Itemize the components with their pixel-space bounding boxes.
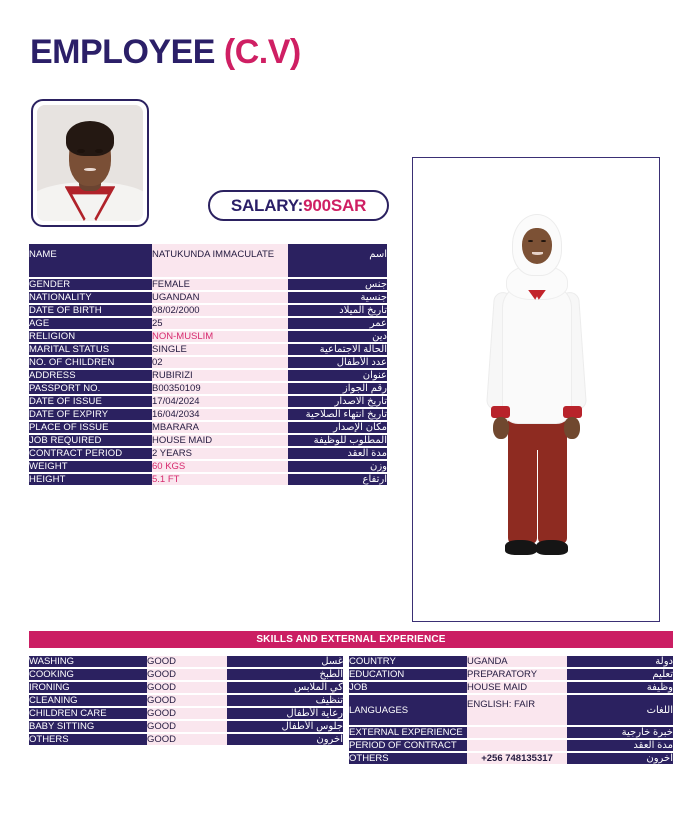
table-row xyxy=(29,344,387,355)
page-title-accent: (C.V) xyxy=(223,33,301,71)
info-label: JOB REQUIRED xyxy=(29,435,152,446)
info-label: RELIGION xyxy=(29,331,152,342)
info-value: 08/02/2000 xyxy=(152,305,288,316)
info-label: MARITAL STATUS xyxy=(29,344,152,355)
skill-rating: GOOD xyxy=(147,669,227,680)
info-value: SINGLE xyxy=(152,344,288,355)
info-label-arabic: مكان الإصدار xyxy=(288,422,387,433)
body-leg-right xyxy=(538,414,567,544)
ext-label: EXTERNAL EXPERIENCE xyxy=(349,727,467,738)
table-row xyxy=(29,695,343,706)
table-row xyxy=(29,734,343,745)
skill-label-arabic: آخرون xyxy=(227,734,343,745)
ext-value: ENGLISH: FAIR xyxy=(467,695,567,725)
info-label: PASSPORT NO. xyxy=(29,383,152,394)
info-label: DATE OF ISSUE xyxy=(29,396,152,407)
info-label-arabic: اسم xyxy=(288,244,387,277)
full-body-photo xyxy=(412,157,660,622)
info-label: ADDRESS xyxy=(29,370,152,381)
skill-rating: GOOD xyxy=(147,708,227,719)
table-row xyxy=(29,357,387,368)
ext-value: PREPARATORY xyxy=(467,669,567,680)
table-row xyxy=(29,279,387,290)
table-row xyxy=(29,448,387,459)
table-row xyxy=(29,331,387,342)
skill-label-arabic: كي الملابس xyxy=(227,682,343,693)
info-value: 25 xyxy=(152,318,288,329)
page-title-main: EMPLOYEE xyxy=(30,33,224,71)
body-eye-left xyxy=(528,240,533,242)
salary-label: SALARY: xyxy=(230,195,304,215)
skill-label-arabic: رعاية الأطفال xyxy=(227,708,343,719)
skill-label: CHILDREN CARE xyxy=(29,708,147,719)
info-label-arabic: مدة العقد xyxy=(288,448,387,459)
photo-mouth xyxy=(84,168,97,171)
ext-label-arabic: آخرون xyxy=(567,753,673,764)
table-row xyxy=(29,244,387,277)
ext-value xyxy=(467,740,567,751)
body-hand-left xyxy=(493,417,509,439)
skill-label-arabic: غسل xyxy=(227,656,343,667)
info-label-arabic: الحالة الاجتماعية xyxy=(288,344,387,355)
table-row xyxy=(29,656,343,667)
table-row xyxy=(29,292,387,303)
info-label-arabic: دين xyxy=(288,331,387,342)
info-label-arabic: تاريخ انتهاء الصلاحية xyxy=(288,409,387,420)
info-label-arabic: عمر xyxy=(288,318,387,329)
skill-rating: GOOD xyxy=(147,695,227,706)
body-shoe-left xyxy=(505,540,537,555)
table-row xyxy=(349,740,673,751)
ext-label-arabic: تعليم xyxy=(567,669,673,680)
skill-label: WASHING xyxy=(29,656,147,667)
ext-label: COUNTRY xyxy=(349,656,467,667)
skill-label: COOKING xyxy=(29,669,147,680)
ext-label-arabic: اللغات xyxy=(567,695,673,725)
table-row xyxy=(29,318,387,329)
info-value: FEMALE xyxy=(152,279,288,290)
ext-label: EDUCATION xyxy=(349,669,467,680)
passport-photo-image xyxy=(37,105,143,221)
info-label: HEIGHT xyxy=(29,474,152,485)
table-row xyxy=(29,669,343,680)
table-row xyxy=(29,422,387,433)
body-tunic xyxy=(502,284,572,424)
info-value: 60 KGS xyxy=(152,461,288,472)
info-label: AGE xyxy=(29,318,152,329)
skill-label: BABY SITTING xyxy=(29,721,147,732)
info-value: NATUKUNDA IMMACULATE xyxy=(152,244,288,277)
ext-label: JOB xyxy=(349,682,467,693)
page-title xyxy=(30,33,301,72)
table-row xyxy=(29,721,343,732)
info-label-arabic: تاريخ الاصدار xyxy=(288,396,387,407)
skill-rating: GOOD xyxy=(147,656,227,667)
table-row xyxy=(29,305,387,316)
info-label: NO. OF CHILDREN xyxy=(29,357,152,368)
ext-label: LANGUAGES xyxy=(349,695,467,725)
info-value: RUBIRIZI xyxy=(152,370,288,381)
ext-label: OTHERS xyxy=(349,753,467,764)
skill-label: CLEANING xyxy=(29,695,147,706)
skill-label: IRONING xyxy=(29,682,147,693)
table-row xyxy=(29,474,387,485)
info-value: B00350109 xyxy=(152,383,288,394)
salary-badge xyxy=(208,190,389,221)
ext-label: PERIOD OF CONTRACT xyxy=(349,740,467,751)
skill-rating: GOOD xyxy=(147,734,227,745)
info-label-arabic: عنوان xyxy=(288,370,387,381)
table-row xyxy=(29,435,387,446)
info-label: DATE OF BIRTH xyxy=(29,305,152,316)
info-label: NATIONALITY xyxy=(29,292,152,303)
info-label-arabic: جنس xyxy=(288,279,387,290)
table-row xyxy=(349,695,673,725)
info-value: 16/04/2034 xyxy=(152,409,288,420)
info-label: DATE OF EXPIRY xyxy=(29,409,152,420)
ext-value: UGANDA xyxy=(467,656,567,667)
skills-table xyxy=(29,654,343,747)
skill-label-arabic: جلوس الأطفال xyxy=(227,721,343,732)
table-row xyxy=(29,708,343,719)
info-value: 2 YEARS xyxy=(152,448,288,459)
table-row xyxy=(29,409,387,420)
photo-eye-right xyxy=(95,149,102,153)
table-row xyxy=(349,656,673,667)
skill-label-arabic: تنظيف xyxy=(227,695,343,706)
info-label: CONTRACT PERIOD xyxy=(29,448,152,459)
info-label: PLACE OF ISSUE xyxy=(29,422,152,433)
full-body-photo-image xyxy=(476,214,596,584)
info-value: 17/04/2024 xyxy=(152,396,288,407)
table-row xyxy=(29,682,343,693)
info-value: 5.1 FT xyxy=(152,474,288,485)
passport-photo xyxy=(31,99,149,227)
info-label-arabic: جنسية xyxy=(288,292,387,303)
ext-value: HOUSE MAID xyxy=(467,682,567,693)
skill-label-arabic: الطبخ xyxy=(227,669,343,680)
ext-value xyxy=(467,727,567,738)
skill-rating: GOOD xyxy=(147,721,227,732)
body-leg-left xyxy=(508,414,537,544)
info-value: HOUSE MAID xyxy=(152,435,288,446)
info-label-arabic: المطلوب للوظيفة xyxy=(288,435,387,446)
skills-banner: SKILLS AND EXTERNAL EXPERIENCE xyxy=(29,631,673,648)
info-label: NAME xyxy=(29,244,152,277)
table-row xyxy=(29,370,387,381)
ext-label-arabic: دولة xyxy=(567,656,673,667)
external-experience-table xyxy=(349,654,673,766)
info-label-arabic: عدد الأطفال xyxy=(288,357,387,368)
table-row xyxy=(349,727,673,738)
table-row xyxy=(29,461,387,472)
info-value: 02 xyxy=(152,357,288,368)
table-row xyxy=(349,753,673,764)
ext-label-arabic: وظيفة xyxy=(567,682,673,693)
skill-rating: GOOD xyxy=(147,682,227,693)
info-label: WEIGHT xyxy=(29,461,152,472)
info-label-arabic: تاريخ الميلاد xyxy=(288,305,387,316)
table-row xyxy=(29,396,387,407)
info-value: MBARARA xyxy=(152,422,288,433)
body-hand-right xyxy=(564,417,580,439)
ext-label-arabic: مدة العقد xyxy=(567,740,673,751)
info-value: UGANDAN xyxy=(152,292,288,303)
body-face xyxy=(522,228,552,264)
info-value: NON-MUSLIM xyxy=(152,331,288,342)
body-shoe-right xyxy=(536,540,568,555)
body-eye-right xyxy=(541,240,546,242)
ext-value: +256 748135317 xyxy=(467,753,567,764)
table-row xyxy=(349,669,673,680)
body-mouth xyxy=(532,252,543,255)
skill-label: OTHERS xyxy=(29,734,147,745)
table-row xyxy=(29,383,387,394)
personal-info-table xyxy=(29,242,387,487)
photo-eye-left xyxy=(77,149,84,153)
info-label-arabic: رقم الجواز xyxy=(288,383,387,394)
info-label-arabic: ارتفاع xyxy=(288,474,387,485)
photo-hair xyxy=(66,121,115,156)
info-label: GENDER xyxy=(29,279,152,290)
table-row xyxy=(349,682,673,693)
info-label-arabic: وزن xyxy=(288,461,387,472)
ext-label-arabic: خبرة خارجية xyxy=(567,727,673,738)
salary-value: 900SAR xyxy=(303,195,367,215)
